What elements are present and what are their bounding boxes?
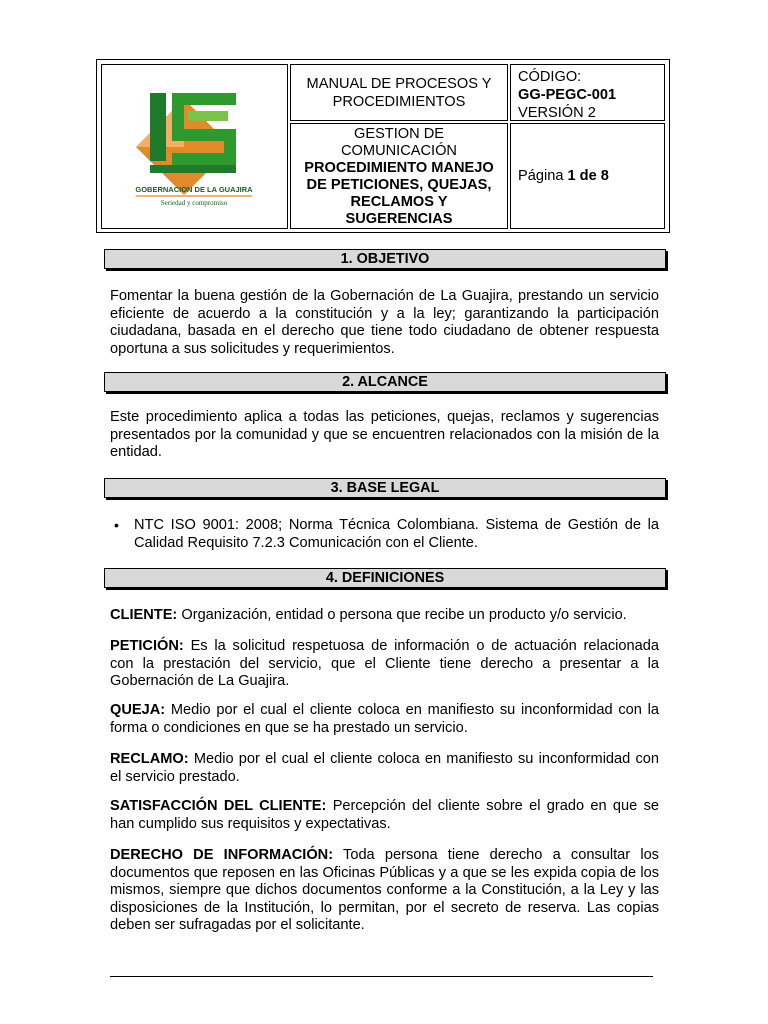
definition-peticion [110,638,659,691]
definition-text: Organización, entidad o persona que recibe un producto y/o servicio. [181,607,627,623]
procedure-name: PROCEDIMIENTO MANEJO DE PETICIONES, QUEJAS, RECLAMOS Y SUGERENCIAS [304,160,494,227]
alcance-text: Este procedimiento aplica a todas las peticiones, quejas, reclamos y sugerencias presentados por la comunidad y que se encuentren relacionados con la misión de la entidad. [110,409,659,460]
bullet-icon: • [114,517,119,533]
definition-derecho-informacion [110,847,659,935]
page-number: 1 de 8 [567,168,609,184]
definition-satisfaccion [110,798,659,833]
page-cell [510,123,665,229]
code-cell [510,64,665,121]
logo-cell [101,64,288,229]
definition-term: SATISFACCIÓN DEL CLIENTE: [110,798,327,814]
page-label: Página [518,168,564,184]
section-title-base-legal: 3. BASE LEGAL [104,478,666,498]
footer-divider [110,976,653,977]
definition-reclamo [110,751,659,786]
logo-org-text: GOBERNACION DE LA GUAJIRA [135,185,253,194]
objetivo-text: Fomentar la buena gestión de la Gobernación de La Guajira, prestando un servicio eficiente de acuerdo a la constitución y a la ley; garantizando la participación ciudadana, basada en el derecho que tiene todo ciudadano de obtener respuesta oportuna a sus solicitudes y requerimientos. [110,288,659,357]
definition-queja [110,702,659,737]
definition-term: RECLAMO: [110,751,189,767]
gobernacion-logo-icon [102,65,287,228]
section-title-objetivo: 1. OBJETIVO [104,249,666,269]
definition-term: PETICIÓN: [110,638,184,654]
definition-term: CLIENTE: [110,607,178,623]
definition-text: Es la solicitud respetuosa de información o de actuación relacionada con la prestación del servicio, que el Cliente tiene derecho a presentar a la Gobernación de La Guajira. [110,638,659,689]
section-title-definiciones: 4. DEFINICIONES [104,568,666,588]
definition-text: Toda persona tiene derecho a consultar los documentos que reposen en las Oficinas Públicas y a que se les expida copia de los mismos, siempre que dichos documentos conforme a la Constitución, a la Ley y las disposiciones de la Institución, lo permitan, por el secreto de reserva. Las copias deben ser sufragadas por el solicitante. [110,847,659,933]
procedure-cell [290,123,508,229]
version-text: VERSIÓN 2 [518,105,596,121]
manual-title: MANUAL DE PROCESOS Y PROCEDIMIENTOS [306,75,492,110]
definition-text: Medio por el cual el cliente coloca en manifiesto su inconformidad con el servicio prestado. [110,751,660,785]
definition-text: Medio por el cual el cliente coloca en manifiesto su inconformidad con la forma o condiciones en que se ha prestado un servicio. [110,702,659,736]
definition-text: Percepción del cliente sobre el grado en que se han cumplido sus requisitos y expectativas. [110,798,659,832]
code-label: CÓDIGO: [518,69,582,85]
definition-cliente [110,607,659,625]
logo-motto-text: Seriedad y compromiso [160,199,228,207]
section-title-alcance: 2. ALCANCE [104,372,666,392]
code-value: GG-PEGC-001 [518,87,617,103]
base-legal-item: NTC ISO 9001: 2008; Norma Técnica Colombiana. Sistema de Gestión de la Calidad Requisito 7.2.3 Comunicación con el Cliente. [134,517,659,551]
process-name: GESTION DE COMUNICACIÓN [341,126,457,159]
manual-title-cell [290,64,508,121]
definition-term: QUEJA: [110,702,166,718]
definition-term: DERECHO DE INFORMACIÓN: [110,847,334,863]
